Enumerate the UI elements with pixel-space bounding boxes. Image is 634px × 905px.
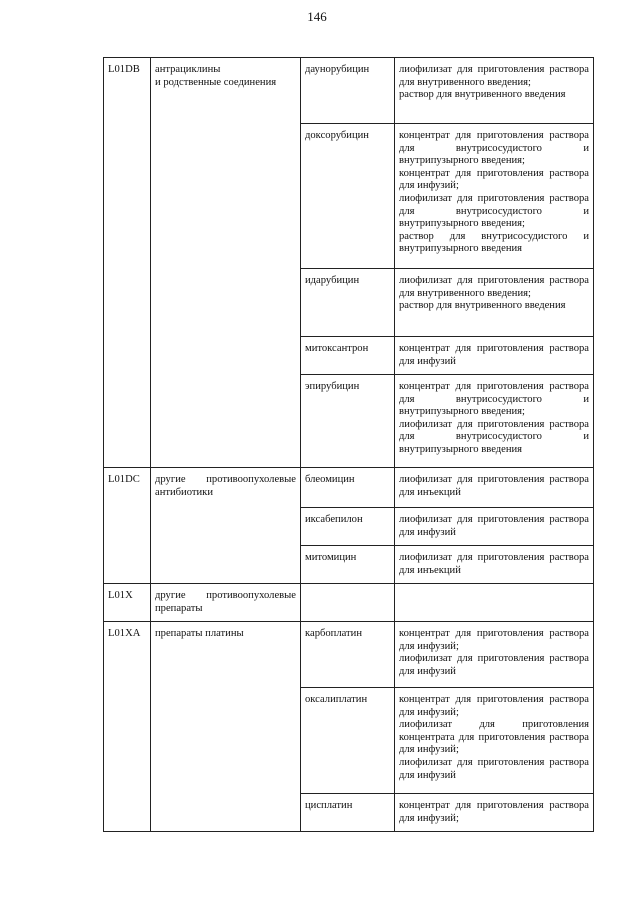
dosage-form: концентрат для приготовления раствора для инфузий — [399, 343, 589, 367]
dosage-form: лиофилизат для приготовления раствора для инфузий — [399, 756, 589, 781]
dosage-forms-cell — [395, 584, 594, 622]
dosage-form: раствор для внутрисосудистого и внутрипузырного введения — [399, 230, 589, 255]
drug-name-cell: идарубицин — [301, 269, 395, 337]
dosage-forms-cell — [395, 269, 594, 337]
dosage-forms-cell — [395, 508, 594, 546]
atc-code-cell: L01XA — [104, 622, 151, 832]
dosage-form: лиофилизат для приготовления раствора для внутривенного введения; — [399, 275, 589, 299]
group-name-cell: другие противоопухолевые антибиотики — [151, 468, 301, 584]
drug-name-cell — [301, 584, 395, 622]
group-name-cell: препараты платины — [151, 622, 301, 832]
atc-code-cell: L01DB — [104, 58, 151, 468]
dosage-form: раствор для внутривенного введения — [399, 300, 566, 312]
drug-table — [103, 57, 594, 832]
drug-name-cell: доксорубицин — [301, 124, 395, 269]
dosage-forms-cell — [395, 375, 594, 468]
dosage-form: лиофилизат для приготовления раствора для инфузий — [399, 653, 589, 677]
table-row — [104, 58, 594, 124]
dosage-forms-cell — [395, 468, 594, 508]
dosage-forms-cell — [395, 337, 594, 375]
dosage-form: лиофилизат для приготовления раствора для инфузий — [399, 514, 589, 538]
dosage-form: концентрат для приготовления раствора для внутрисосудистого и внутрипузырного введения; — [399, 381, 589, 418]
dosage-form: концентрат для приготовления раствора для инфузий; — [399, 800, 589, 824]
dosage-form: лиофилизат для приготовления концентрата для приготовления раствора для инфузий; — [399, 719, 589, 756]
dosage-forms-cell — [395, 546, 594, 584]
dosage-form: лиофилизат для приготовления раствора для инъекций — [399, 474, 589, 498]
atc-code-cell: L01X — [104, 584, 151, 622]
page-number: 146 — [307, 9, 327, 24]
table-row — [104, 584, 594, 622]
table-row — [104, 468, 594, 508]
drug-name-cell: эпирубицин — [301, 375, 395, 468]
dosage-forms-cell — [395, 688, 594, 794]
dosage-form: лиофилизат для приготовления раствора для инъекций — [399, 552, 589, 576]
drug-name-cell: даунорубицин — [301, 58, 395, 124]
dosage-form: концентрат для приготовления раствора для инфузий; — [399, 167, 589, 192]
drug-name-cell: карбоплатин — [301, 622, 395, 688]
group-name-cell: антрациклины и родственные соединения — [151, 58, 301, 468]
dosage-form: лиофилизат для приготовления раствора для внутрисосудистого и внутрипузырного введения — [399, 418, 589, 455]
dosage-form: лиофилизат для приготовления раствора для внутривенного введения; — [399, 64, 589, 88]
drug-name-cell: оксалиплатин — [301, 688, 395, 794]
dosage-forms-cell — [395, 794, 594, 832]
drug-name-cell: митомицин — [301, 546, 395, 584]
group-name-cell: другие противоопухолевые препараты — [151, 584, 301, 622]
dosage-forms-cell — [395, 124, 594, 269]
dosage-forms-cell — [395, 622, 594, 688]
dosage-form: концентрат для приготовления раствора для внутрисосудистого и внутрипузырного введения; — [399, 130, 589, 167]
drug-name-cell: митоксантрон — [301, 337, 395, 375]
atc-code-cell: L01DC — [104, 468, 151, 584]
drug-name-cell: блеомицин — [301, 468, 395, 508]
drug-name-cell: иксабепилон — [301, 508, 395, 546]
dosage-form: лиофилизат для приготовления раствора для внутрисосудистого и внутрипузырного введения; — [399, 192, 589, 230]
dosage-form: концентрат для приготовления раствора для инфузий; — [399, 628, 589, 652]
table-row — [104, 622, 594, 688]
dosage-form: раствор для внутривенного введения — [399, 89, 566, 101]
drug-name-cell: цисплатин — [301, 794, 395, 832]
dosage-forms-cell — [395, 58, 594, 124]
dosage-form: концентрат для приготовления раствора для инфузий; — [399, 694, 589, 718]
